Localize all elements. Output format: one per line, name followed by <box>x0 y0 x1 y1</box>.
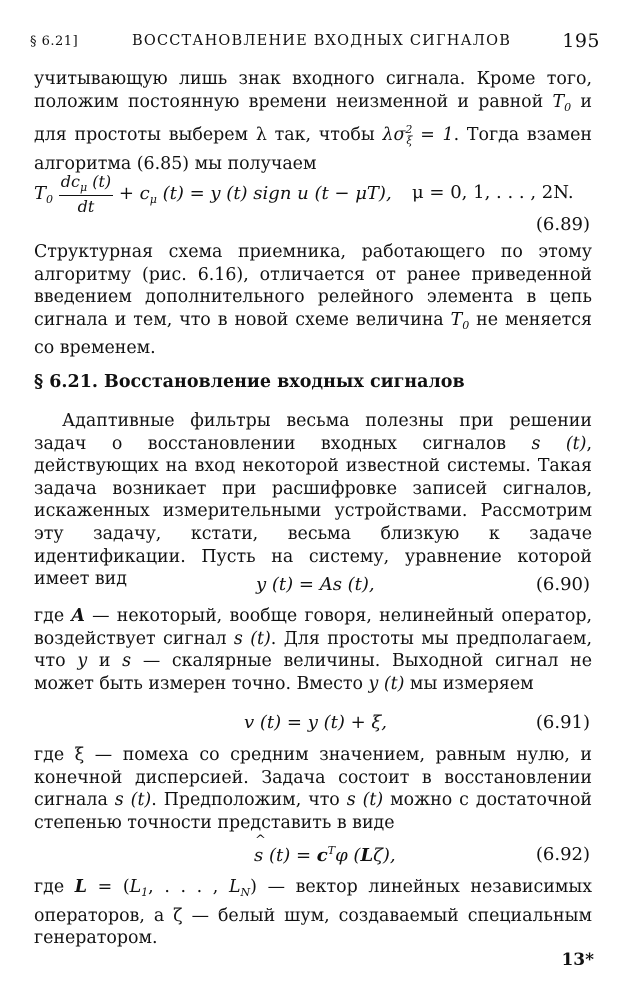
eq-689-index-range: μ = 0, 1, . . . , 2N. <box>412 182 574 203</box>
para3-signal: s (t) <box>531 433 587 454</box>
eq-692-number: (6.92) <box>535 844 590 865</box>
eq-692-body <box>254 844 396 866</box>
eq-692-c: c <box>316 845 328 866</box>
para3-text-a: Адаптивные фильтры весьма полезны при решении задач о восстановлении входных сигналов <box>34 411 592 454</box>
formula-lambda-sigma: $\lambda\sigma^2_\xi = 1$ <box>382 123 454 148</box>
eq-692-s-hat: ^ s <box>254 845 263 866</box>
eq-689-body: $T_0$ $\frac{dc_\mu (t)}{dt}$ + $c_\mu$ (t) = y (t) sign u (t − μT), <box>34 172 392 216</box>
equation-6-91 <box>34 710 592 740</box>
equation-6-89-number <box>34 212 592 242</box>
para4-yt: y (t) <box>368 673 405 694</box>
eq-689-num: dc <box>60 172 80 191</box>
para4-text-f: мы измеряем <box>404 673 534 694</box>
para2-text-b: не меняется со временем. <box>34 309 592 359</box>
para5-text-b: . Предположим, что <box>151 790 347 811</box>
header-title: ВОССТАНОВЛЕНИЕ ВХОДНЫХ СИГНАЛОВ <box>132 33 512 49</box>
eq-689-den: dt <box>77 197 95 216</box>
para6-text-d: ) — вектор линейных независимых операторов, а ζ — белый шум, создаваемый специальным генератором. <box>34 877 593 949</box>
paragraph-3 <box>34 410 592 591</box>
operator-A: A <box>71 606 85 626</box>
para5-signal-1: s (t) <box>114 790 152 811</box>
eq-689-number: (6.89) <box>535 214 590 235</box>
eq-689-fraction: $\frac{dc_\mu (t)}{dt}$ <box>60 172 112 216</box>
para4-text-e: — скалярные величины. Выходной сигнал не может быть измерен точно. Вместо <box>34 651 592 694</box>
eq-691-number: (6.91) <box>535 712 590 733</box>
section-heading: § 6.21. Восстановление входных сигналов <box>34 372 465 392</box>
para6-L1: $L_1$ <box>129 877 149 899</box>
page-folio: 13* <box>561 950 594 970</box>
eq-692-phi: φ ( <box>335 845 361 866</box>
para5-signal-2: s (t) <box>346 790 384 811</box>
para5-text-a: где ξ — помеха со средним значением, равным нулю, и конечной дисперсией. Задача состоит в восстановлении сигнала <box>34 745 592 811</box>
eq-692-zeta: ζ), <box>373 845 396 866</box>
para6-text-c: , . . . , <box>148 877 229 897</box>
eq-692-sup: T <box>327 844 336 857</box>
paragraph-2 <box>34 241 592 360</box>
running-header <box>30 30 600 54</box>
equation-6-90 <box>34 572 592 602</box>
para1-text-a: учитывающую лишь знак входного сигнала. Кроме того, положим постоянную времени неизменной и равной <box>34 69 592 112</box>
para6-text-b: = ( <box>86 877 130 897</box>
para6-text-a: где <box>34 877 75 897</box>
para2-text-a: Структурная схема приемника, работающего по этому алгоритму (рис. 6.16), отличается от ранее приведенной введением дополнительного релейного элемента в цепь сигнала и тем, что в новой схеме величина <box>34 242 592 330</box>
para4-text-c: . Для простоты мы предполагаем, что <box>34 628 592 672</box>
para4-text-a: где <box>34 606 72 626</box>
para6-LN: $L_N$ <box>228 877 251 899</box>
header-page-number: 195 <box>562 30 600 52</box>
para4-signal: s (t) <box>233 628 271 649</box>
eq-692-L: L <box>360 845 374 866</box>
para4-var-y: y <box>77 651 88 672</box>
paragraph-1 <box>34 68 592 175</box>
para5-text-c: можно с достаточной степенью точности представить в виде <box>34 790 593 833</box>
paragraph-6 <box>34 876 592 950</box>
eq-689-mid: + c <box>113 183 150 204</box>
eq-689-T: T <box>34 183 47 204</box>
header-section: § 6.21] <box>30 34 79 49</box>
eq-691-body: v (t) = y (t) + ξ, <box>244 712 388 733</box>
para4-var-s: s <box>122 651 132 672</box>
paragraph-5 <box>34 744 592 834</box>
eq-690-number: (6.90) <box>535 574 590 595</box>
eq-689-rhs: (t) = y (t) sign u (t − μT), <box>162 183 392 204</box>
para4-text-b: — некоторый, вообще говоря, нелинейный оператор, воздействует сигнал <box>34 606 592 649</box>
paragraph-4 <box>34 605 592 695</box>
para6-L: L <box>74 877 87 897</box>
eq-690-body: y (t) = As (t), <box>256 574 375 595</box>
para1-text-c: . Тогда взамен алгоритма (6.85) мы получаем <box>34 125 592 174</box>
para3-text-b: , действующих на вход некоторой известной системы. Такая задача возникает при расшифровке записей сигналов, искаженных измерительными устройствами. Рассмотрим эту задачу, кстати, весьма близкую к задаче идентификации. Пусть на систему, уравнение которой имеет вид <box>34 433 592 590</box>
eq-692-t: (t) = <box>263 845 317 866</box>
var-T0: $T_0$ <box>552 91 572 114</box>
para4-text-d: и <box>87 651 123 672</box>
var-T0-2: $T_0$ <box>450 309 470 332</box>
equation-6-89 <box>34 172 592 216</box>
para1-text-b: и для простоты выберем λ так, чтобы <box>34 91 592 146</box>
equation-6-92 <box>34 842 592 872</box>
